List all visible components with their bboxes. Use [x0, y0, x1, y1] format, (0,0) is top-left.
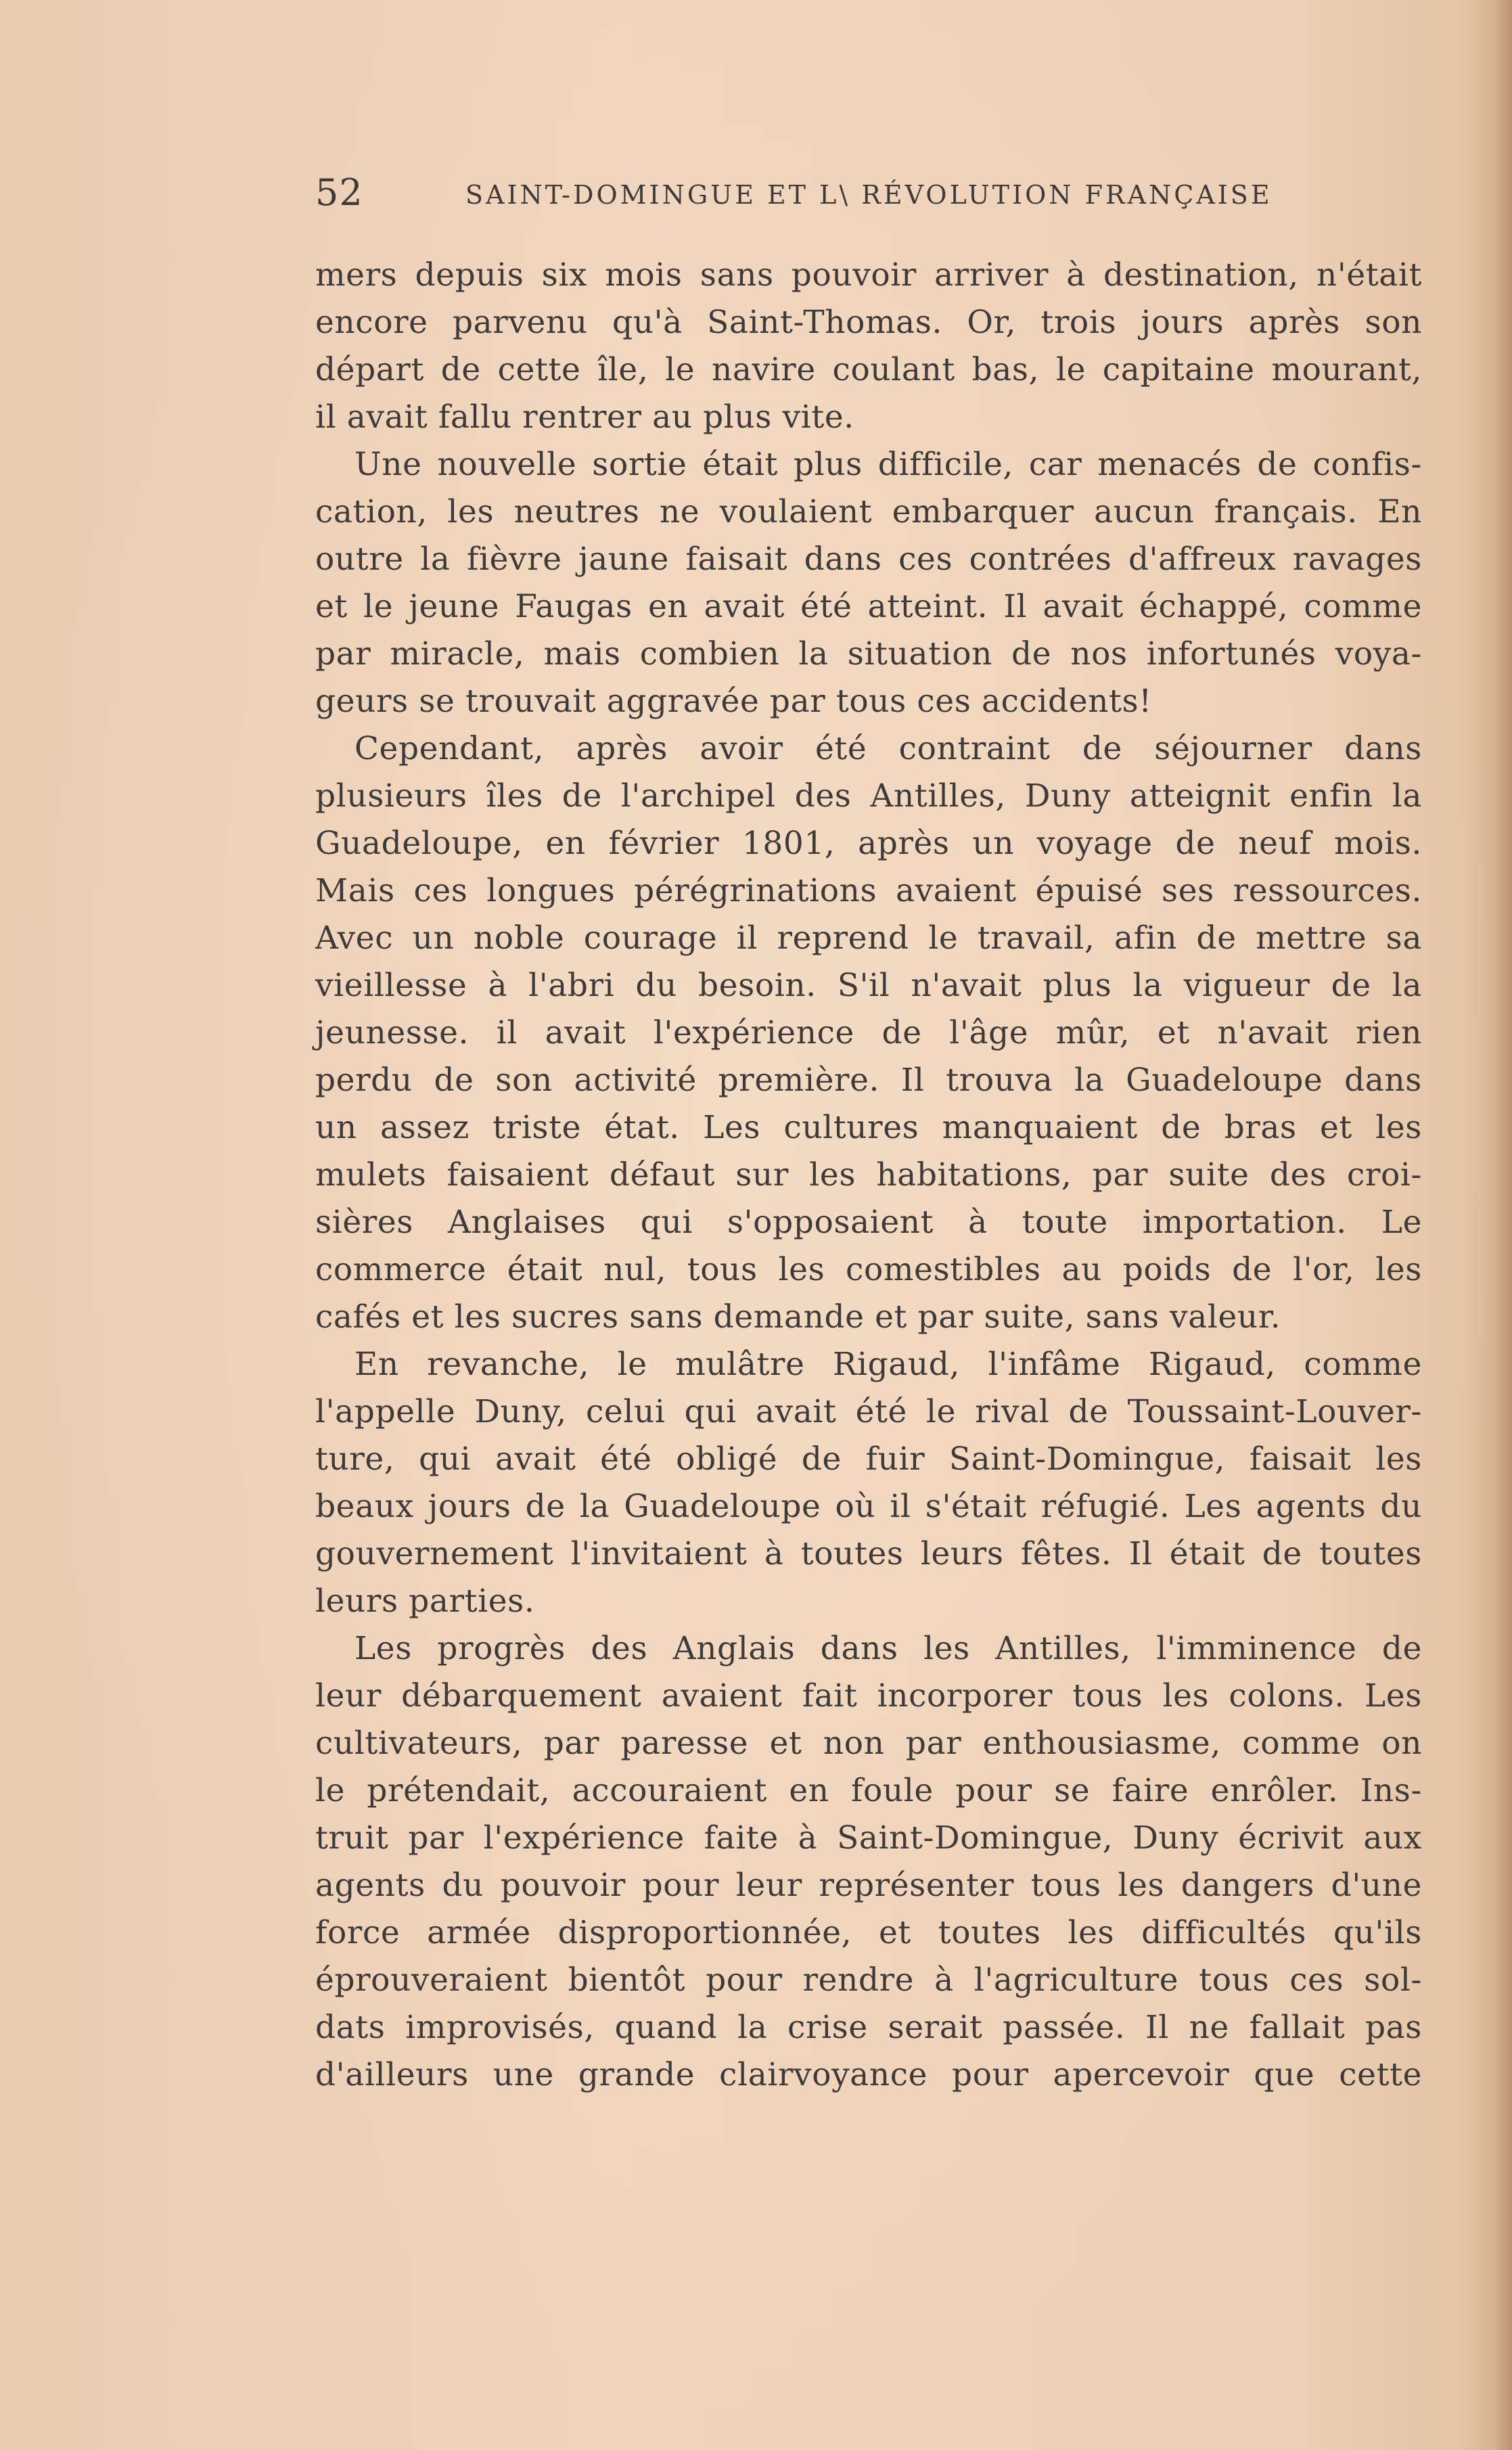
text-line: cultivateurs, par paresse et non par enthousiasme, comme on: [315, 1725, 1422, 1762]
text-line: cation, les neutres ne voulaient embarquer aucun français. En: [315, 493, 1422, 530]
text-line: il avait fallu rentrer au plus vite.: [315, 399, 854, 436]
text-line: Une nouvelle sortie était plus difficile, car menacés de confis-: [354, 446, 1422, 483]
body-text: [315, 252, 1422, 2099]
page-number: 52: [315, 171, 363, 214]
text-line: leurs parties.: [315, 1583, 535, 1620]
text-line: encore parvenu qu'à Saint-Thomas. Or, trois jours après son: [315, 304, 1422, 341]
text-line: vieillesse à l'abri du besoin. S'il n'avait plus la vigueur de la: [315, 967, 1422, 1004]
text-line: force armée disproportionnée, et toutes les difficultés qu'ils: [315, 1914, 1422, 1951]
text-line: truit par l'expérience faite à Saint-Domingue, Duny écrivit aux: [315, 1819, 1422, 1857]
text-line: agents du pouvoir pour leur représenter tous les dangers d'une: [315, 1867, 1422, 1904]
text-line: un assez triste état. Les cultures manquaient de bras et les: [315, 1109, 1422, 1146]
text-line: ture, qui avait été obligé de fuir Saint-Domingue, faisait les: [315, 1440, 1422, 1478]
text-line: outre la fièvre jaune faisait dans ces contrées d'affreux ravages: [315, 541, 1422, 578]
page-header: [315, 169, 1425, 217]
text-line: commerce était nul, tous les comestibles au poids de l'or, les: [315, 1251, 1422, 1288]
text-line: départ de cette île, le navire coulant bas, le capitaine mourant,: [315, 351, 1422, 388]
page-edge-shadow: [1493, 0, 1512, 2450]
text-line: mers depuis six mois sans pouvoir arriver à destination, n'était: [315, 256, 1422, 294]
text-line: cafés et les sucres sans demande et par suite, sans valeur.: [315, 1298, 1281, 1336]
text-line: Guadeloupe, en février 1801, après un voyage de neuf mois.: [315, 825, 1422, 862]
text-line: mulets faisaient défaut sur les habitations, par suite des croi-: [315, 1156, 1422, 1194]
text-line: Avec un noble courage il reprend le travail, afin de mettre sa: [315, 920, 1422, 957]
text-line: jeunesse. il avait l'expérience de l'âge mûr, et n'avait rien: [315, 1014, 1422, 1051]
text-line: gouvernement l'invitaient à toutes leurs fêtes. Il était de toutes: [315, 1535, 1422, 1572]
text-line: et le jeune Faugas en avait été atteint. Il avait échappé, comme: [315, 588, 1422, 625]
text-line: Cependant, après avoir été contraint de séjourner dans: [354, 730, 1422, 767]
text-line: geurs se trouvait aggravée par tous ces accidents!: [315, 683, 1152, 720]
text-line: sières Anglaises qui s'opposaient à toute importation. Le: [315, 1204, 1422, 1241]
running-title: SAINT-DOMINGUE ET L\ RÉVOLUTION FRANÇAISE: [465, 180, 1273, 210]
text-line: d'ailleurs une grande clairvoyance pour apercevoir que cette: [315, 2056, 1422, 2093]
text-line: le prétendait, accouraient en foule pour se faire enrôler. Ins-: [315, 1772, 1422, 1809]
text-line: l'appelle Duny, celui qui avait été le rival de Toussaint-Louver-: [315, 1393, 1422, 1430]
text-line: leur débarquement avaient fait incorporer tous les colons. Les: [315, 1677, 1422, 1715]
text-line: beaux jours de la Guadeloupe où il s'était réfugié. Les agents du: [315, 1488, 1422, 1525]
text-line: Mais ces longues pérégrinations avaient épuisé ses ressources.: [315, 872, 1422, 909]
text-line: plusieurs îles de l'archipel des Antilles, Duny atteignit enfin la: [315, 777, 1422, 815]
text-line: éprouveraient bientôt pour rendre à l'agriculture tous ces sol-: [315, 1961, 1422, 1999]
text-line: dats improvisés, quand la crise serait passée. Il ne fallait pas: [315, 2009, 1422, 2046]
text-line: Les progrès des Anglais dans les Antilles, l'imminence de: [354, 1630, 1422, 1667]
text-line: par miracle, mais combien la situation de nos infortunés voya-: [315, 635, 1422, 673]
text-line: En revanche, le mulâtre Rigaud, l'infâme Rigaud, comme: [354, 1346, 1422, 1383]
text-line: perdu de son activité première. Il trouva la Guadeloupe dans: [315, 1062, 1422, 1099]
